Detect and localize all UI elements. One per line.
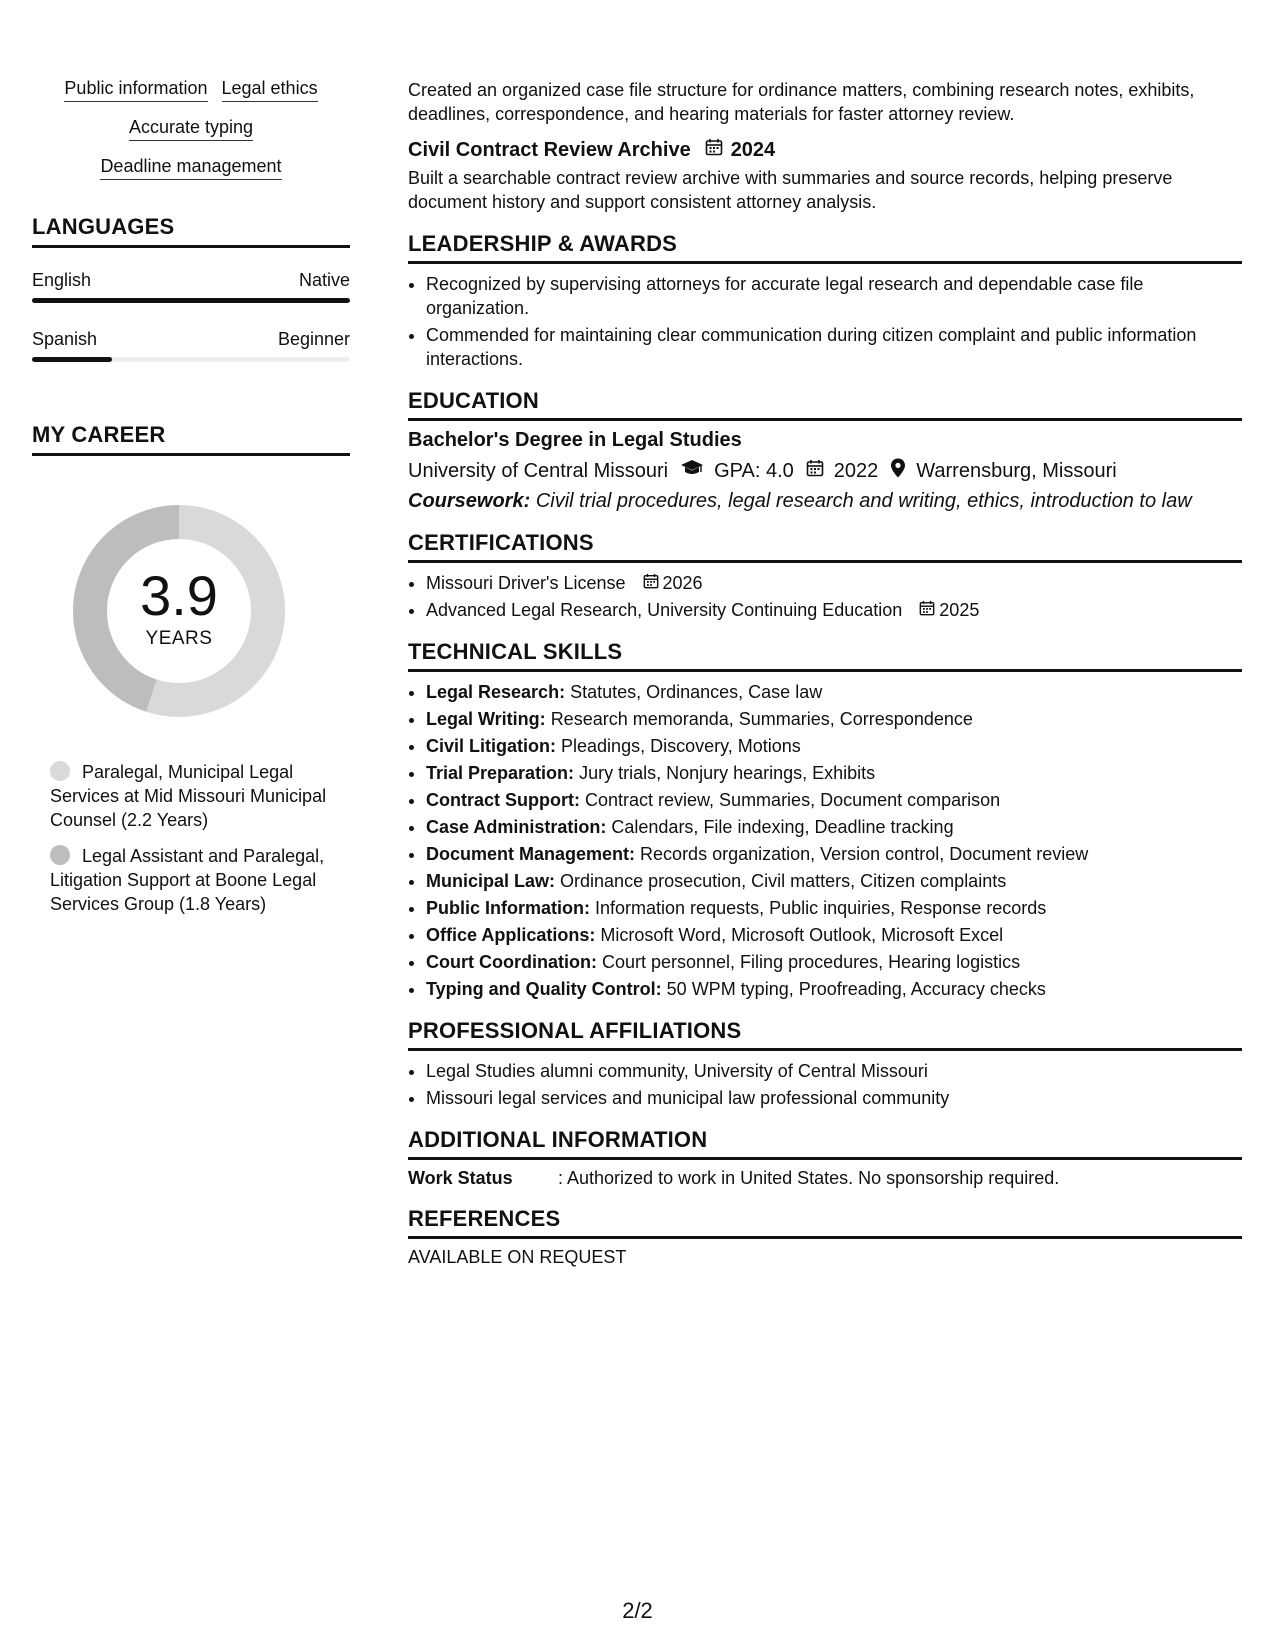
language-bar-fill [32, 357, 112, 362]
language-name: English [32, 270, 92, 290]
leadership-heading: LEADERSHIP & AWARDS [408, 231, 1242, 264]
sidebar [32, 78, 350, 928]
list-item [426, 598, 1242, 622]
affiliations-heading: PROFESSIONAL AFFILIATIONS [408, 1018, 1242, 1051]
skill-label: Legal Research: [426, 682, 566, 702]
skill-value: Contract review, Summaries, Document comparison [585, 790, 1001, 810]
skill-label: Court Coordination: [426, 952, 597, 972]
skill-tag: Legal ethics [222, 78, 318, 102]
location-pin-icon [890, 458, 906, 484]
certification-name: Advanced Legal Research, University Continuing Education [426, 600, 903, 620]
list-item: • Legal Studies alumni community, University of Central Missouri [426, 1059, 1242, 1083]
skill-label: Public Information: [426, 898, 590, 918]
calendar-icon [643, 571, 659, 595]
graduation-year: 2022 [833, 459, 879, 482]
legend-item [50, 760, 330, 832]
career-total-value: 3.9 [140, 564, 218, 627]
education-details [408, 458, 1242, 484]
skill-value: Information requests, Public inquiries, Response records [595, 898, 1047, 918]
skill-tag: Public information [64, 78, 207, 102]
technical-skills-heading: TECHNICAL SKILLS [408, 639, 1242, 672]
gpa: GPA: 4.0 [714, 459, 794, 482]
list-item [426, 707, 1242, 731]
skill-value: Statutes, Ordinances, Case law [570, 682, 823, 702]
work-status-value: : Authorized to work in United States. No sponsorship required. [558, 1168, 1060, 1188]
skill-label: Typing and Quality Control: [426, 979, 662, 999]
additional-info-heading: ADDITIONAL INFORMATION [408, 1127, 1242, 1160]
language-bar [32, 357, 350, 362]
calendar-icon [806, 459, 824, 483]
skill-label: Civil Litigation: [426, 736, 556, 756]
list-item [426, 977, 1242, 1001]
skill-label: Contract Support: [426, 790, 580, 810]
calendar-icon [705, 138, 723, 162]
skill-value: Research memoranda, Summaries, Correspondence [550, 709, 973, 729]
project-description: Built a searchable contract review archive with summaries and source records, helping preserve document history and support consistent attorney analysis. [408, 168, 1173, 212]
list-item [426, 896, 1242, 920]
list-item [426, 571, 1242, 595]
list-item [426, 923, 1242, 947]
language-bar-fill [32, 298, 350, 303]
work-status-label: Work Status [408, 1168, 513, 1188]
list-item: • Missouri legal services and municipal law professional community [426, 1086, 1242, 1110]
certification-name: Missouri Driver's License [426, 573, 626, 593]
coursework [408, 490, 1242, 513]
list-item [426, 869, 1242, 893]
languages-section [32, 214, 350, 362]
list-item [426, 734, 1242, 758]
language-item [32, 329, 350, 362]
skill-tag: Deadline management [100, 156, 281, 180]
legend-dot-icon [50, 845, 70, 865]
degree-title: Bachelor's Degree in Legal Studies [408, 429, 742, 451]
coursework-text: Civil trial procedures, legal research and writing, ethics, introduction to law [535, 490, 1192, 512]
coursework-label: Coursework: [408, 490, 531, 512]
certifications-heading: CERTIFICATIONS [408, 530, 1242, 563]
career-section [32, 422, 350, 916]
skill-value: Microsoft Word, Microsoft Outlook, Microsoft Excel [600, 925, 1004, 945]
skill-label: Document Management: [426, 844, 636, 864]
legend-label: Paralegal, Municipal Legal Services at Mid Missouri Municipal Counsel (2.2 Years) [50, 762, 327, 830]
list-item [426, 680, 1242, 704]
career-total-unit: YEARS [145, 628, 213, 649]
tag-row [32, 117, 350, 141]
certification-year: 2025 [939, 600, 980, 620]
legend-dot-icon [50, 761, 70, 781]
legend-label: Legal Assistant and Paralegal, Litigation Support at Boone Legal Services Group (1.8 Years) [50, 846, 325, 914]
references-text: AVAILABLE ON REQUEST [408, 1247, 627, 1267]
certification-year: 2026 [662, 573, 703, 593]
career-donut-chart [64, 496, 294, 726]
career-heading: MY CAREER [32, 422, 350, 456]
technical-skills-list [408, 680, 1242, 1001]
skill-value: Ordinance prosecution, Civil matters, Citizen complaints [560, 871, 1007, 891]
project-intro-text: Created an organized case file structure for ordinance matters, combining research notes, exhibits, deadlines, correspondence, and hearing materials for faster attorney review. [408, 80, 1195, 124]
page-number: 2/2 [622, 1598, 653, 1623]
certifications-list [408, 571, 1242, 622]
list-item [426, 788, 1242, 812]
skill-value: Court personnel, Filing procedures, Hearing logistics [601, 952, 1021, 972]
skill-label: Trial Preparation: [426, 763, 575, 783]
list-item [426, 842, 1242, 866]
list-item [426, 761, 1242, 785]
language-level: Beginner [277, 329, 350, 349]
languages-heading: LANGUAGES [32, 214, 350, 248]
affiliations-list [408, 1059, 1242, 1110]
skill-label: Case Administration: [426, 817, 607, 837]
project-title: Civil Contract Review Archive [408, 138, 691, 161]
graduation-cap-icon [680, 459, 704, 483]
list-item: • Recognized by supervising attorneys for accurate legal research and dependable case file organization. [426, 272, 1242, 320]
legend-item [50, 844, 330, 916]
education-heading: EDUCATION [408, 388, 1242, 421]
skill-value: Jury trials, Nonjury hearings, Exhibits [579, 763, 876, 783]
leadership-list [408, 272, 1242, 371]
list-item [426, 815, 1242, 839]
main-content [408, 78, 1242, 1268]
language-name: Spanish [32, 329, 98, 349]
skill-label: Office Applications: [426, 925, 596, 945]
tag-row [32, 156, 350, 180]
project-year: 2024 [730, 138, 776, 161]
language-level: Native [298, 270, 350, 290]
skill-value: 50 WPM typing, Proofreading, Accuracy checks [666, 979, 1046, 999]
career-legend [50, 760, 330, 916]
references-heading: REFERENCES [408, 1206, 1242, 1239]
skill-label: Legal Writing: [426, 709, 546, 729]
list-item: • Commended for maintaining clear communication during citizen complaint and public information interactions. [426, 323, 1242, 371]
skill-value: Records organization, Version control, Document review [640, 844, 1089, 864]
skill-value: Pleadings, Discovery, Motions [561, 736, 801, 756]
school-name: University of Central Missouri [408, 459, 669, 482]
list-item [426, 950, 1242, 974]
skill-tags [32, 78, 350, 180]
school-location: Warrensburg, Missouri [916, 459, 1117, 482]
skill-tag: Accurate typing [129, 117, 253, 141]
calendar-icon [919, 598, 935, 622]
language-bar [32, 298, 350, 303]
project-heading [408, 138, 1242, 162]
skill-value: Calendars, File indexing, Deadline tracking [611, 817, 954, 837]
tag-row [32, 78, 350, 102]
skill-label: Municipal Law: [426, 871, 556, 891]
work-status-row [408, 1168, 1242, 1189]
language-item [32, 270, 350, 303]
